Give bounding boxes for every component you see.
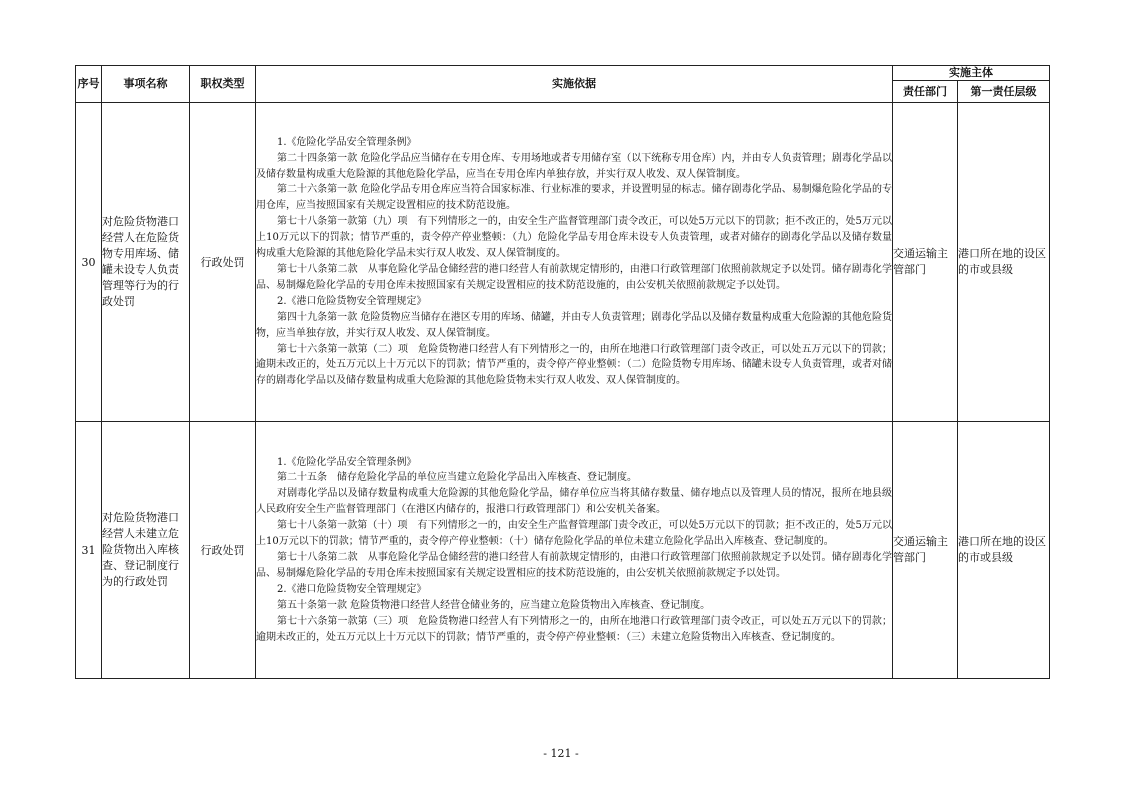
basis-paragraph: 对剧毒化学品以及储存数量构成重大危险源的其他危险化学品，储存单位应当将其储存数量、储存地点以及管理人员的情况，报所在地县级人民政府安全生产监督管理部门（在港区内储存的，报港口行政管理部门）和公安机关备案。 (256, 488, 892, 516)
row-type: 行政处罚 (190, 103, 256, 422)
row-basis (256, 422, 893, 679)
basis-paragraph: 第七十八条第二款 从事危险化学品仓储经营的港口经营人有前款规定情形的，由港口行政管理部门依照前款规定予以处罚。储存剧毒化学品、易制爆危险化学品的专用仓库未按照国家有关规定设置相应的技术防范设施的，由公安机关依照前款规定予以处罚。 (256, 552, 892, 579)
basis-paragraph: 第七十八条第二款 从事危险化学品仓储经营的港口经营人有前款规定情形的，由港口行政管理部门依照前款规定予以处罚。储存剧毒化学品、易制爆危险化学品的专用仓库未按照国家有关规定设置相应的技术防范设施的，由公安机关依照前款规定予以处罚。 (256, 264, 892, 291)
row-no: 30 (76, 103, 102, 422)
basis-paragraph: 第七十八条第一款第（十）项 有下列情形之一的，由安全生产监督管理部门责令改正，可以处5万元以下的罚款；拒不改正的，处5万元以上10万元以下的罚款；情节严重的，责令停产停业整顿：（十）储存危险化学品的单位未建立危险化学品出入库核查、登记制度的。 (256, 520, 892, 548)
row-basis (256, 103, 893, 422)
row-level: 港口所在地的设区的市或县级 (958, 422, 1050, 679)
row-name: 对危险货物港口经营人未建立危险货物出入库核查、登记制度行为的行政处罚 (102, 422, 190, 679)
row-type: 行政处罚 (190, 422, 256, 679)
header-name: 事项名称 (102, 66, 190, 103)
header-dept: 责任部门 (893, 81, 958, 103)
basis-paragraph: 第五十条第一款 危险货物港口经营人经营仓储业务的，应当建立危险货物出入库核查、登记制度。 (277, 599, 711, 611)
row-dept: 交通运输主管部门 (893, 422, 958, 679)
basis-paragraph: 第二十六条第一款 危险化学品专用仓库应当符合国家标准、行业标准的要求，并设置明显的标志。储存剧毒化学品、易制爆危险化学品的专用仓库，应当按照国家有关规定设置相应的技术防范设施。 (256, 184, 892, 212)
table-header (76, 66, 1050, 103)
page-number: - 121 - (543, 747, 579, 760)
basis-paragraph: 第二十四条第一款 危险化学品应当储存在专用仓库、专用场地或者专用储存室（以下统称专用仓库）内，并由专人负责管理；剧毒化学品以及储存数量构成重大危险源的其他危险化学品，应当在专用仓库内单独存放，并实行双人收发、双人保管制度。 (256, 152, 892, 180)
responsibility-table (75, 65, 1050, 679)
header-basis: 实施依据 (256, 66, 893, 103)
row-no: 31 (76, 422, 102, 679)
header-no: 序号 (76, 66, 102, 103)
header-level: 第一责任层级 (958, 81, 1050, 103)
basis-paragraph: 第四十九条第一款 危险货物应当储存在港区专用的库场、储罐，并由专人负责管理；剧毒化学品以及储存数量构成重大危险源的其他危险货物，应当单独存放，并实行双人收发、双人保管制度。 (256, 311, 892, 339)
row-dept: 交通运输主管部门 (893, 103, 958, 422)
basis-paragraph: 1.《危险化学品安全管理条例》 (277, 456, 417, 468)
table-row (76, 422, 1050, 679)
basis-paragraph: 第七十六条第一款第（二）项 危险货物港口经营人有下列情形之一的，由所在地港口行政管理部门责令改正，可以处五万元以下的罚款；逾期未改正的，处五万元以上十万元以下的罚款；情节严重的，责令停产停业整顿：（二）危险货物专用库场、储罐未设专人负责管理，或者对储存的剧毒化学品以及储存数量构成重大危险源的其他危险货物未实行双人收发、双人保管制度的。 (256, 343, 892, 387)
basis-paragraph: 第二十五条 储存危险化学品的单位应当建立危险化学品出入库核查、登记制度。 (277, 472, 637, 484)
basis-paragraph: 2.《港口危险货物安全管理规定》 (277, 295, 427, 307)
basis-paragraph: 2.《港口危险货物安全管理规定》 (277, 583, 427, 595)
basis-paragraph: 第七十六条第一款第（三）项 危险货物港口经营人有下列情形之一的，由所在地港口行政管理部门责令改正，可以处五万元以下的罚款；逾期未改正的，处五万元以上十万元以下的罚款；情节严重的，责令停产停业整顿：（三）未建立危险货物出入库核查、登记制度的。 (256, 615, 892, 643)
table-row (76, 103, 1050, 422)
basis-paragraph: 1.《危险化学品安全管理条例》 (277, 136, 417, 148)
basis-paragraph: 第七十八条第一款第（九）项 有下列情形之一的，由安全生产监督管理部门责令改正，可以处5万元以下的罚款；拒不改正的，处5万元以上10万元以下的罚款；情节严重的，责令停产停业整顿：（九）危险化学品专用仓库未设专人负责管理，或者对储存的剧毒化学品以及储存数量构成重大危险源的其他危险化学品未实行双人收发、双人保管制度的。 (256, 216, 892, 260)
header-subject: 实施主体 (893, 66, 1050, 81)
row-level: 港口所在地的设区的市或县级 (958, 103, 1050, 422)
row-name: 对危险货物港口经营人在危险货物专用库场、储罐未设专人负责管理等行为的行政处罚 (102, 103, 190, 422)
header-type: 职权类型 (190, 66, 256, 103)
